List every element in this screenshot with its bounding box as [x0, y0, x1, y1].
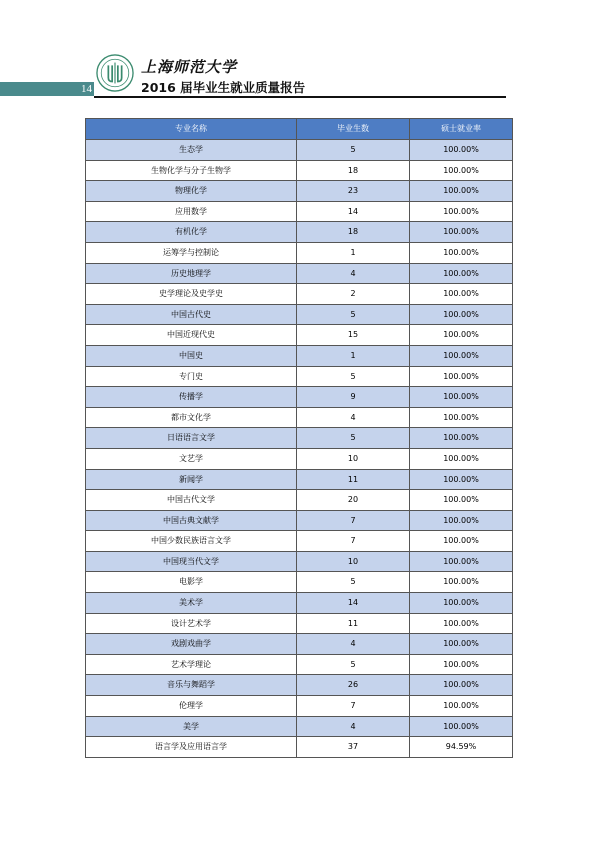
cell-employment-rate: 100.00% [410, 469, 513, 490]
table-row [86, 140, 513, 161]
cell-major: 音乐与舞蹈学 [86, 675, 297, 696]
table-row [86, 716, 513, 737]
cell-graduates: 5 [297, 572, 410, 593]
cell-major: 物理化学 [86, 181, 297, 202]
cell-employment-rate: 100.00% [410, 387, 513, 408]
column-header-major: 专业名称 [86, 119, 297, 140]
column-header-graduates: 毕业生数 [297, 119, 410, 140]
cell-major: 传播学 [86, 387, 297, 408]
table-row [86, 201, 513, 222]
cell-employment-rate: 100.00% [410, 366, 513, 387]
cell-graduates: 26 [297, 675, 410, 696]
cell-employment-rate: 100.00% [410, 201, 513, 222]
cell-major: 中国古代史 [86, 304, 297, 325]
cell-major: 戏剧戏曲学 [86, 634, 297, 655]
cell-major: 生物化学与分子生物学 [86, 160, 297, 181]
cell-graduates: 2 [297, 284, 410, 305]
table-row [86, 469, 513, 490]
cell-employment-rate: 100.00% [410, 242, 513, 263]
table-row [86, 304, 513, 325]
cell-graduates: 5 [297, 366, 410, 387]
cell-employment-rate: 100.00% [410, 531, 513, 552]
cell-graduates: 1 [297, 242, 410, 263]
cell-employment-rate: 100.00% [410, 284, 513, 305]
cell-major: 生态学 [86, 140, 297, 161]
cell-graduates: 18 [297, 222, 410, 243]
cell-employment-rate: 100.00% [410, 181, 513, 202]
cell-graduates: 4 [297, 716, 410, 737]
cell-graduates: 20 [297, 490, 410, 511]
cell-employment-rate: 100.00% [410, 407, 513, 428]
cell-major: 伦理学 [86, 696, 297, 717]
cell-employment-rate: 100.00% [410, 716, 513, 737]
cell-graduates: 7 [297, 510, 410, 531]
table-row [86, 345, 513, 366]
cell-graduates: 4 [297, 263, 410, 284]
cell-major: 艺术学理论 [86, 654, 297, 675]
cell-major: 美学 [86, 716, 297, 737]
table-row [86, 428, 513, 449]
cell-employment-rate: 100.00% [410, 160, 513, 181]
cell-graduates: 10 [297, 448, 410, 469]
cell-major: 中国少数民族语言文学 [86, 531, 297, 552]
table-row [86, 263, 513, 284]
employment-table-container [85, 118, 512, 758]
cell-employment-rate: 100.00% [410, 140, 513, 161]
cell-employment-rate: 94.59% [410, 737, 513, 758]
cell-graduates: 5 [297, 428, 410, 449]
cell-graduates: 14 [297, 593, 410, 614]
cell-major: 文艺学 [86, 448, 297, 469]
cell-graduates: 15 [297, 325, 410, 346]
cell-graduates: 4 [297, 407, 410, 428]
cell-major: 美术学 [86, 593, 297, 614]
table-row [86, 654, 513, 675]
table-row [86, 613, 513, 634]
cell-major: 日语语言文学 [86, 428, 297, 449]
cell-employment-rate: 100.00% [410, 448, 513, 469]
cell-major: 史学理论及史学史 [86, 284, 297, 305]
cell-employment-rate: 100.00% [410, 593, 513, 614]
cell-graduates: 5 [297, 654, 410, 675]
table-row [86, 593, 513, 614]
cell-major: 应用数学 [86, 201, 297, 222]
cell-major: 设计艺术学 [86, 613, 297, 634]
cell-major: 都市文化学 [86, 407, 297, 428]
cell-graduates: 7 [297, 696, 410, 717]
cell-graduates: 4 [297, 634, 410, 655]
cell-employment-rate: 100.00% [410, 222, 513, 243]
cell-graduates: 11 [297, 613, 410, 634]
cell-major: 运筹学与控制论 [86, 242, 297, 263]
report-title: 2016 届毕业生就业质量报告 [141, 80, 306, 95]
table-row [86, 387, 513, 408]
cell-employment-rate: 100.00% [410, 675, 513, 696]
cell-employment-rate: 100.00% [410, 325, 513, 346]
cell-graduates: 5 [297, 304, 410, 325]
table-body [86, 140, 513, 758]
cell-major: 电影学 [86, 572, 297, 593]
cell-major: 中国古典文献学 [86, 510, 297, 531]
column-header-employment-rate: 硕士就业率 [410, 119, 513, 140]
cell-major: 中国现当代文学 [86, 551, 297, 572]
cell-employment-rate: 100.00% [410, 696, 513, 717]
table-header-row [86, 119, 513, 140]
cell-major: 中国古代文学 [86, 490, 297, 511]
university-seal-icon [96, 54, 134, 92]
cell-graduates: 5 [297, 140, 410, 161]
cell-major: 新闻学 [86, 469, 297, 490]
table-row [86, 696, 513, 717]
table-row [86, 366, 513, 387]
cell-employment-rate: 100.00% [410, 572, 513, 593]
cell-employment-rate: 100.00% [410, 510, 513, 531]
cell-graduates: 23 [297, 181, 410, 202]
table-row [86, 510, 513, 531]
cell-graduates: 7 [297, 531, 410, 552]
cell-graduates: 37 [297, 737, 410, 758]
cell-graduates: 18 [297, 160, 410, 181]
cell-employment-rate: 100.00% [410, 613, 513, 634]
table-row [86, 634, 513, 655]
cell-graduates: 9 [297, 387, 410, 408]
cell-employment-rate: 100.00% [410, 634, 513, 655]
employment-table [85, 118, 513, 758]
table-row [86, 325, 513, 346]
cell-major: 有机化学 [86, 222, 297, 243]
table-row [86, 490, 513, 511]
table-row [86, 407, 513, 428]
cell-employment-rate: 100.00% [410, 551, 513, 572]
cell-major: 语言学及应用语言学 [86, 737, 297, 758]
table-row [86, 242, 513, 263]
table-row [86, 284, 513, 305]
table-row [86, 222, 513, 243]
cell-major: 中国史 [86, 345, 297, 366]
cell-employment-rate: 100.00% [410, 428, 513, 449]
table-row [86, 181, 513, 202]
table-row [86, 160, 513, 181]
cell-graduates: 1 [297, 345, 410, 366]
cell-employment-rate: 100.00% [410, 304, 513, 325]
table-row [86, 572, 513, 593]
university-name: 上海师范大学 [141, 58, 238, 76]
table-row [86, 551, 513, 572]
table-row [86, 531, 513, 552]
table-row [86, 675, 513, 696]
cell-major: 专门史 [86, 366, 297, 387]
cell-graduates: 11 [297, 469, 410, 490]
header-rule [94, 96, 506, 98]
cell-employment-rate: 100.00% [410, 263, 513, 284]
page-number: 14 [81, 83, 92, 95]
cell-employment-rate: 100.00% [410, 490, 513, 511]
table-row [86, 448, 513, 469]
cell-employment-rate: 100.00% [410, 345, 513, 366]
cell-major: 历史地理学 [86, 263, 297, 284]
cell-graduates: 14 [297, 201, 410, 222]
table-row [86, 737, 513, 758]
cell-employment-rate: 100.00% [410, 654, 513, 675]
cell-graduates: 10 [297, 551, 410, 572]
cell-major: 中国近现代史 [86, 325, 297, 346]
